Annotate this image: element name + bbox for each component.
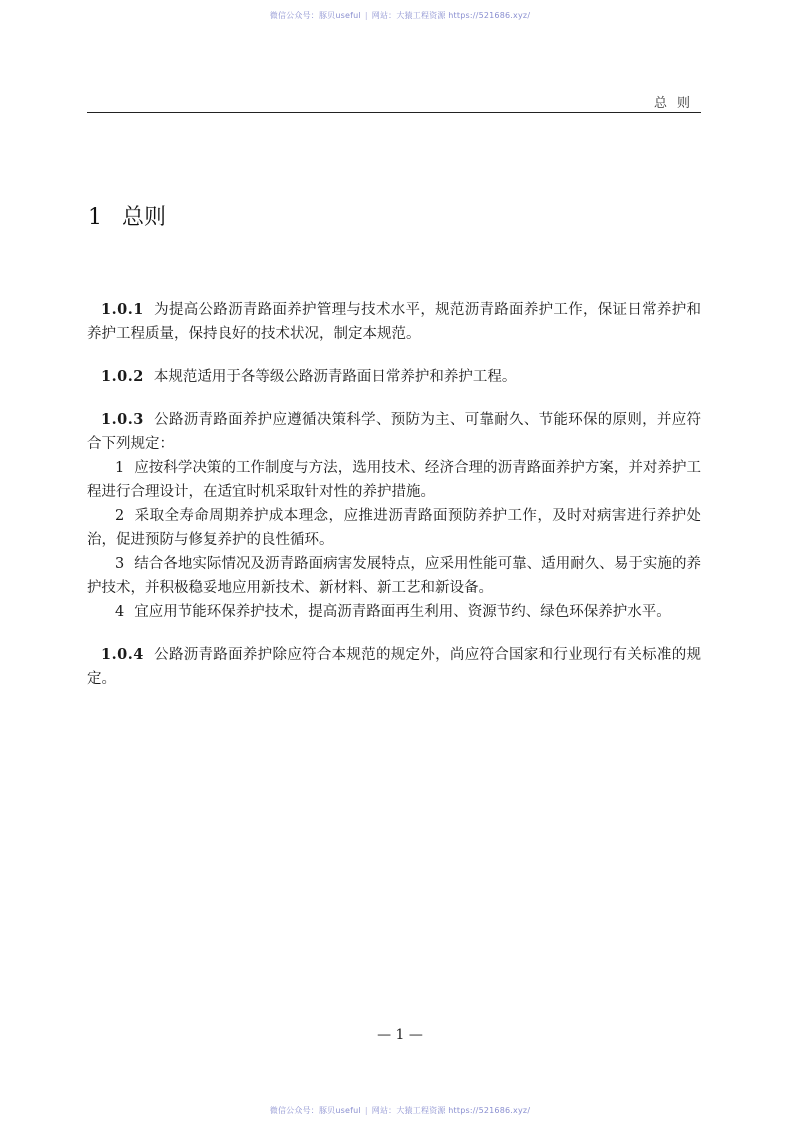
clause-text: 本规范适用于各等级公路沥青路面日常养护和养护工程。 bbox=[153, 369, 517, 385]
clause-text: 公路沥青路面养护除应符合本规范的规定外，尚应符合国家和行业现行有关标准的规定。 bbox=[87, 647, 701, 687]
clause-item bbox=[87, 504, 701, 552]
running-header: 总则 bbox=[653, 96, 700, 111]
item-text: 结合各地实际情况及沥青路面病害发展特点，应采用性能可靠、适用耐久、易于实施的养护技术，并积极稳妥地应用新技术、新材料、新工艺和新设备。 bbox=[87, 556, 701, 596]
clause-item bbox=[87, 600, 701, 624]
item-text: 采取全寿命周期养护成本理念，应推进沥青路面预防养护工作，及时对病害进行养护处治，促进预防与修复养护的良性循环。 bbox=[87, 508, 701, 548]
watermark-wechat: 微信公众号：豚贝useful bbox=[269, 11, 361, 20]
clause-text: 为提高公路沥青路面养护管理与技术水平，规范沥青路面养护工作，保证日常养护和养护工程质量，保持良好的技术状况，制定本规范。 bbox=[87, 302, 701, 342]
clause-number: 1.0.4 bbox=[101, 646, 144, 663]
clause-1-0-2 bbox=[87, 365, 701, 389]
clause-1-0-1 bbox=[87, 298, 701, 346]
watermark-separator: | bbox=[364, 1106, 368, 1115]
watermark-website: 网站：大猿工程资源 https://521686.xyz/ bbox=[371, 11, 531, 20]
watermark-bottom bbox=[0, 1105, 800, 1116]
clause-lead bbox=[87, 408, 701, 456]
item-text: 应按科学决策的工作制度与方法，选用技术、经济合理的沥青路面养护方案，并对养护工程进行合理设计，在适宜时机采取针对性的养护措施。 bbox=[87, 460, 701, 500]
header-rule bbox=[87, 112, 701, 113]
clause-text: 公路沥青路面养护应遵循决策科学、预防为主、可靠耐久、节能环保的原则，并应符合下列规定： bbox=[87, 412, 701, 452]
clause-item bbox=[87, 456, 701, 504]
watermark-wechat: 微信公众号：豚贝useful bbox=[269, 1106, 361, 1115]
item-number: 3 bbox=[115, 556, 125, 572]
document-body bbox=[87, 298, 701, 691]
item-number: 2 bbox=[115, 508, 125, 524]
item-text: 宜应用节能环保养护技术，提高沥青路面再生利用、资源节约、绿色环保养护水平。 bbox=[134, 604, 671, 620]
clause-number: 1.0.1 bbox=[101, 301, 144, 318]
page-number: — 1 — bbox=[377, 1027, 423, 1043]
chapter-title bbox=[88, 200, 166, 231]
clause-number: 1.0.3 bbox=[101, 411, 144, 428]
clause-number: 1.0.2 bbox=[101, 368, 144, 385]
clause-1-0-3 bbox=[87, 408, 701, 624]
watermark-top bbox=[0, 10, 800, 21]
item-number: 4 bbox=[115, 604, 125, 620]
chapter-number: 1 bbox=[88, 205, 102, 230]
watermark-separator: | bbox=[364, 11, 368, 20]
chapter-title-text: 总则 bbox=[122, 205, 167, 230]
clause-item bbox=[87, 552, 701, 600]
watermark-website: 网站：大猿工程资源 https://521686.xyz/ bbox=[371, 1106, 531, 1115]
clause-1-0-4 bbox=[87, 643, 701, 691]
item-number: 1 bbox=[115, 460, 125, 476]
